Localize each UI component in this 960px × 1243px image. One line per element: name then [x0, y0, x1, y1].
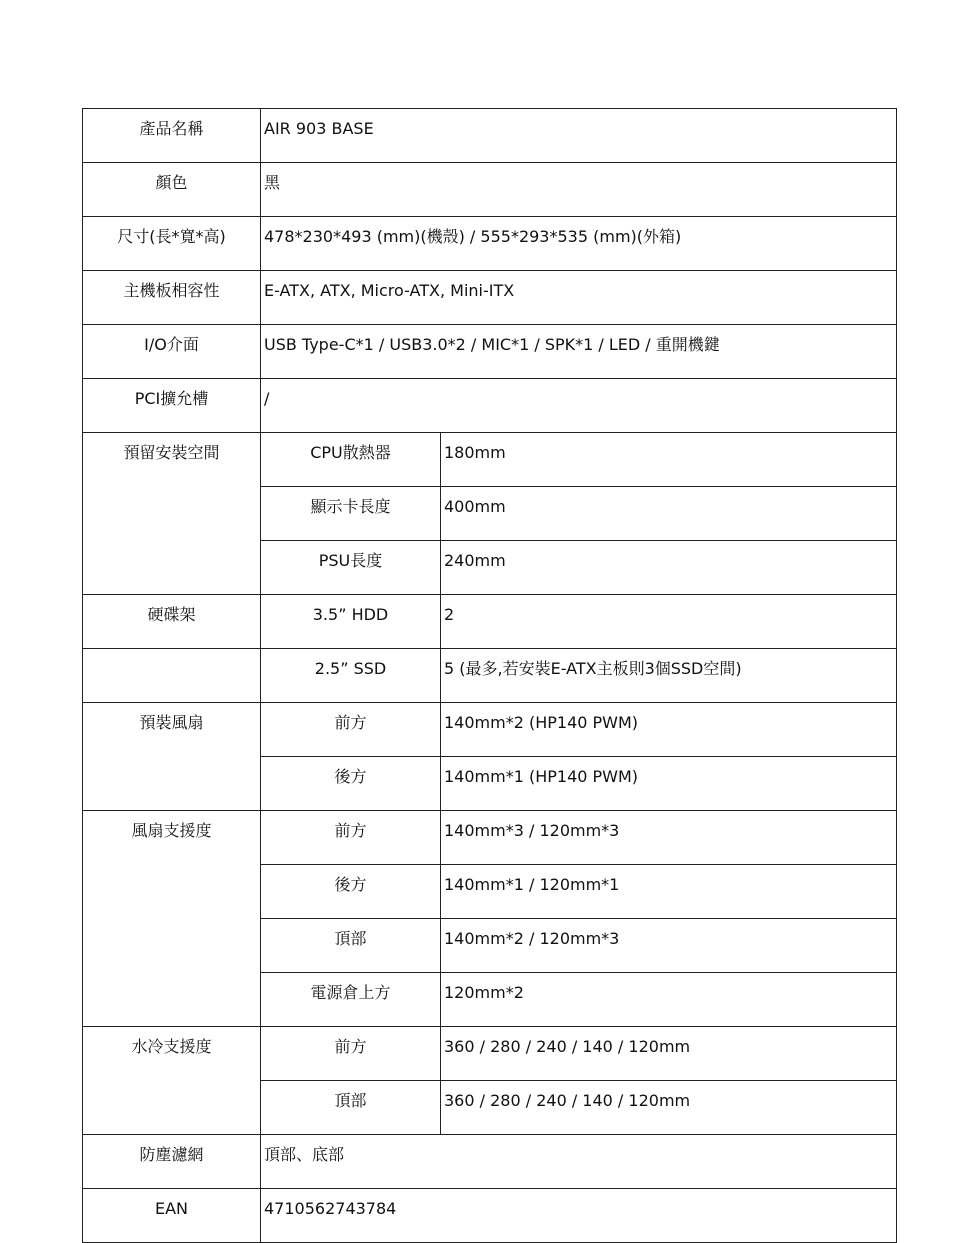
io-value: USB Type-C*1 / USB3.0*2 / MIC*1 / SPK*1 / LED / 重開機鍵 — [261, 325, 897, 379]
clearance-cpu-value: 180mm — [441, 433, 897, 487]
radiator-top-name: 頂部 — [261, 1081, 441, 1135]
dust-filter-value: 頂部、底部 — [261, 1135, 897, 1189]
radiator-top-value: 360 / 280 / 240 / 140 / 120mm — [441, 1081, 897, 1135]
row-drive-ssd — [83, 649, 897, 703]
preinstalled-rear-value: 140mm*1 (HP140 PWM) — [441, 757, 897, 811]
motherboard-label: 主機板相容性 — [83, 271, 261, 325]
row-dust-filter — [83, 1135, 897, 1189]
pci-value: / — [261, 379, 897, 433]
preinstalled-front-name: 前方 — [261, 703, 441, 757]
drive-hdd-value: 2 — [441, 595, 897, 649]
preinstalled-front-value: 140mm*2 (HP140 PWM) — [441, 703, 897, 757]
fan-support-front-name: 前方 — [261, 811, 441, 865]
row-io — [83, 325, 897, 379]
drive-ssd-value: 5 (最多,若安裝E-ATX主板則3個SSD空間) — [441, 649, 897, 703]
ean-label: EAN — [83, 1189, 261, 1243]
io-label: I/O介面 — [83, 325, 261, 379]
product-name-value: AIR 903 BASE — [261, 109, 897, 163]
fan-support-top-value: 140mm*2 / 120mm*3 — [441, 919, 897, 973]
fan-support-rear-value: 140mm*1 / 120mm*1 — [441, 865, 897, 919]
preinstalled-fans-label: 預裝風扇 — [83, 703, 261, 811]
fan-support-label: 風扇支援度 — [83, 811, 261, 1027]
clearance-psu-value: 240mm — [441, 541, 897, 595]
preinstalled-rear-name: 後方 — [261, 757, 441, 811]
row-ean — [83, 1189, 897, 1243]
radiator-front-value: 360 / 280 / 240 / 140 / 120mm — [441, 1027, 897, 1081]
drive-ssd-name: 2.5” SSD — [261, 649, 441, 703]
clearance-psu-name: PSU長度 — [261, 541, 441, 595]
product-name-label: 產品名稱 — [83, 109, 261, 163]
radiator-support-label: 水冷支援度 — [83, 1027, 261, 1135]
row-fan-front — [83, 703, 897, 757]
drive-bays-label: 硬碟架 — [83, 595, 261, 649]
color-value: 黑 — [261, 163, 897, 217]
fan-support-front-value: 140mm*3 / 120mm*3 — [441, 811, 897, 865]
row-radiator-front — [83, 1027, 897, 1081]
row-color — [83, 163, 897, 217]
fan-support-psu-name: 電源倉上方 — [261, 973, 441, 1027]
drive-hdd-name: 3.5” HDD — [261, 595, 441, 649]
clearance-gpu-name: 顯示卡長度 — [261, 487, 441, 541]
row-motherboard — [83, 271, 897, 325]
fan-support-top-name: 頂部 — [261, 919, 441, 973]
radiator-front-name: 前方 — [261, 1027, 441, 1081]
row-drive-hdd — [83, 595, 897, 649]
fan-support-psu-value: 120mm*2 — [441, 973, 897, 1027]
row-dimensions — [83, 217, 897, 271]
clearance-label: 預留安裝空間 — [83, 433, 261, 595]
clearance-gpu-value: 400mm — [441, 487, 897, 541]
row-pci — [83, 379, 897, 433]
row-clearance-cpu — [83, 433, 897, 487]
ean-value: 4710562743784 — [261, 1189, 897, 1243]
spec-table — [82, 108, 897, 1243]
dimensions-value: 478*230*493 (mm)(機殼) / 555*293*535 (mm)(外箱) — [261, 217, 897, 271]
dimensions-label: 尺寸(長*寬*高) — [83, 217, 261, 271]
dust-filter-label: 防塵濾網 — [83, 1135, 261, 1189]
clearance-cpu-name: CPU散熱器 — [261, 433, 441, 487]
drive-ssd-empty-label — [83, 649, 261, 703]
pci-label: PCI擴允槽 — [83, 379, 261, 433]
row-fan-support-front — [83, 811, 897, 865]
row-product-name — [83, 109, 897, 163]
fan-support-rear-name: 後方 — [261, 865, 441, 919]
color-label: 顏色 — [83, 163, 261, 217]
motherboard-value: E-ATX, ATX, Micro-ATX, Mini-ITX — [261, 271, 897, 325]
